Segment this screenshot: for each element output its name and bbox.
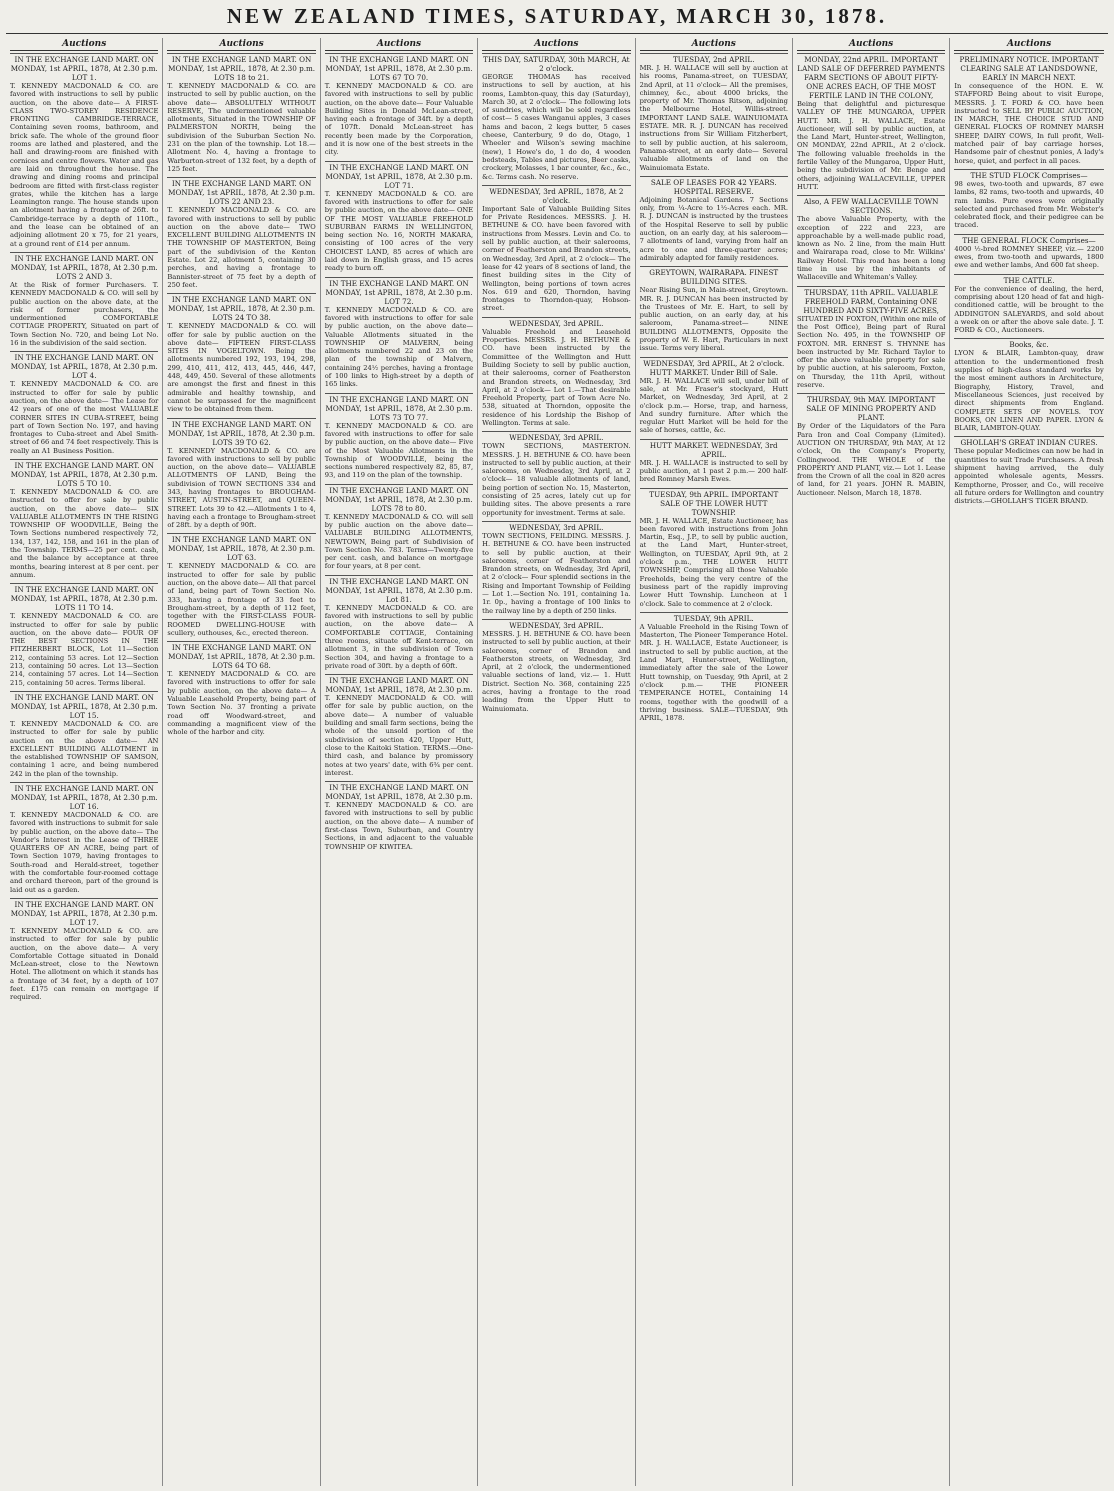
advertisement xyxy=(167,293,315,413)
column-heading: Auctions xyxy=(482,38,630,51)
advertisement-body: MR. J. H. WALLACE is instructed to sell by public auction, at 1 past 2 p.m.— 200 half-bred Romney Marsh Ewes. xyxy=(639,458,788,484)
advertisement-heading: IN THE EXCHANGE LAND MART. ON MONDAY, 1st APRIL, 1878, At 2.30 p.m. LOTS 11 TO 14. xyxy=(10,585,158,613)
advertisement xyxy=(954,274,1103,335)
advertisement-body: GEORGE THOMAS has received instructions to sell by auction, at his rooms, Lambton-quay, this day (Saturday), March 30, at 2 o'clock— The following lots of sundries, which will be sold regardless of cost— 5 cases Wanganui apples, 3 cases hams and bacon, 2 kegs butter, 5 cases cheese, Canterbury, 9 do do, Otago, 1 Wheeler and Wilson's sewing machine (new), 1 Howe's do, 1 do do, 4 wooden bedsteads, Tables and pictures, Beer casks, crockery, Molasses, 1 bar counter, &c., &c., &c. Terms cash. No reserve. xyxy=(482,73,631,181)
advertisement-body: In consequence of the HON. E. W. STAFFORD Being about to visit Europe, MESSRS. J. T. FORD & CO. have been instructed to SELL BY PUBLIC AUCTION, IN MARCH, THE CHOICE STUD AND GENERAL FLOCKS OF ROMNEY MARSH SHEEP, DAIRY COWS, In full profit, Well-matched pair of bay carriage horses, Handsome pair of chestnut ponies, A lady's horse, quiet, and perfect in all paces. xyxy=(954,82,1104,165)
column-heading: Auctions xyxy=(167,38,315,51)
advertisement xyxy=(482,185,630,313)
advertisement xyxy=(325,53,473,157)
advertisement-body: 98 ewes, two-tooth and upwards, 87 ewe lambs, 82 rams, two-tooth and upwards, 40 ram lambs. Pure ewes were originally selected and purchased from Mr. Webster's celebrated flock, and their pedigree can be traced. xyxy=(954,179,1104,230)
advertisement-body: T. KENNEDY MACDONALD & CO. are favored with instructions to offer for sale by public auction, on the above date— A Valuable Leasehold Property, being part of Town Section No. 37 fronting a private road off Woodward-street, and commanding a magnificent view of the whole of the harbor and city. xyxy=(167,670,316,737)
advertisement-heading: IN THE EXCHANGE LAND MART. ON MONDAY, 1st APRIL, 1878, At 2.30 p.m. LOTS 2 AND 3. xyxy=(10,253,158,281)
advertisement xyxy=(482,53,630,181)
advertisement-heading: IN THE EXCHANGE LAND MART. ON MONDAY, 1st APRIL, 1878, At 2.30 p.m. LOT 15. xyxy=(10,692,158,720)
advertisement-body: Being that delightful and picturesque VALLEY OF THE MUNGAROA, UPPER HUTT. MR. J. H. WALLACE, Estate Auctioneer, will sell by public auction, at the Land Mart, Hunter-street, Wellington, ON MONDAY, 22nd APRIL, At 2 o'clock. The following valuable freeholds in the fertile Valley of the Mungaroa, Upper Hutt, being the subdivision of Mr. Benge and others, adjoining WALLACEVILLE, UPPER HUTT. xyxy=(796,100,946,191)
advertisement xyxy=(954,436,1103,505)
advertisement-heading: IN THE EXCHANGE LAND MART. ON MONDAY, 1st APRIL, 1878, At 2.30 p.m. LOTS 67 TO 70. xyxy=(325,55,473,82)
advertisement-heading: IN THE EXCHANGE LAND MART. ON MONDAY, 1st APRIL, 1878, At 2.30 p.m. xyxy=(325,783,473,802)
advertisement-heading: THIS DAY, SATURDAY, 30th MARCH, At 2 o'clock. xyxy=(483,55,630,73)
column-heading: Auctions xyxy=(325,38,473,51)
advertisement xyxy=(640,357,788,435)
advertisement xyxy=(954,53,1103,165)
advertisement-body: The above Valuable Property, with the exception of 222 and 223, are approachable by a well-made public road, known as No. 2 line, from the main Hutt and Wairarapa road, close to Mr. Wilkins' Railway Hotel. This road has been a long time in use by the inhabitants of Wallaceville and Whiteman's Valley. xyxy=(796,215,946,282)
advertisement-body: 4000 ½-bred ROMNEY SHEEP, viz.— 2200 ewes, from two-tooth and upwards, 1800 ewe and wether lambs, And 600 fat sheep. xyxy=(954,244,1104,270)
advertisement-heading: IN THE EXCHANGE LAND MART. ON MONDAY, 1st APRIL, 1878, At 2.30 p.m. LOT 17. xyxy=(10,899,158,927)
advertisement xyxy=(640,488,788,608)
advertisement-heading: HUTT MARKET. WEDNESDAY, 3rd APRIL. xyxy=(640,439,788,459)
masthead-rule xyxy=(6,33,1108,34)
advertisement xyxy=(325,781,473,851)
column-7 xyxy=(950,38,1107,1486)
advertisement xyxy=(167,418,315,530)
column-6 xyxy=(793,38,950,1486)
advertisement xyxy=(325,674,473,777)
advertisement-body: T. KENNEDY MACDONALD & CO. are instructed to offer for sale by public auction on the above date— AN EXCELLENT BUILDING ALLOTMENT in the established TOWNSHIP OF SAMSON, containing 1 acre, and being numbered 242 in the plan of the township. xyxy=(10,719,159,778)
advertisement-body: A Valuable Freehold in the Rising Town of Masterton, The Pioneer Temperance Hotel. MR. J. H. WALLACE, Estate Auctioneer, is instructed to sell by public auction, at the Land Mart, Hunter-street, Wellington, immediately after the sale of the Lower Hutt township, on Tuesday, 9th April, at 2 o'clock p.m.— THE PIONEER TEMPERANCE HOTEL, Containing 14 rooms, together with the goodwill of a thriving business. SALE—TUESDAY, 9th APRIL, 1878. xyxy=(639,622,788,723)
advertisement xyxy=(797,286,945,390)
advertisement-body: T. KENNEDY MACDONALD & CO. are favored with instructions to sell by public auction, on the above date— A number of first-class Town, Suburban, and Country Sections, in and adjacent to the valuable TOWNSHIP OF KIWITEA. xyxy=(324,801,474,851)
column-heading: Auctions xyxy=(640,38,788,51)
advertisement xyxy=(482,521,630,615)
advertisement-heading: WEDNESDAY, 3rd APRIL, 1878, At 2 o'clock. xyxy=(482,185,630,205)
advertisement xyxy=(10,351,158,455)
advertisement-heading: WEDNESDAY, 3rd APRIL, At 2 o'clock. HUTT MARKET. Under Bill of Sale. xyxy=(640,357,788,377)
advertisement xyxy=(10,53,158,248)
advertisement xyxy=(797,53,945,191)
advertisement-heading: IN THE EXCHANGE LAND MART. ON MONDAY, 1st APRIL, 1878, At 2.30 p.m. Lot 81. xyxy=(325,576,473,604)
column-heading: Auctions xyxy=(797,38,945,51)
advertisement-body: Valuable Freehold and Leasehold Properties. MESSRS. J. H. BETHUNE & CO. have been instructed by the Committee of the Wellington and Hutt Building Society to sell by public auction, at their salerooms, corner of Featherston and Brandon streets, on Wednesday, 3rd April, at 2 o'clock— Lot 1.—That desirable Freehold Property, part of Town Acre No. 538, situated at Thorndon, opposite the residence of his Lordship the Bishop of Wellington. Terms at sale. xyxy=(482,327,631,427)
advertisement-heading: THURSDAY, 9th MAY. IMPORTANT SALE OF MINING PROPERTY AND PLANT. xyxy=(797,393,945,422)
advertisement-body: T. KENNEDY MACDONALD & CO. are favored with instructions to offer for sale by public auction, on the above date— Valuable Allotments situated in the TOWNSHIP OF MALVERN, being allotments numbered 22 and 23 on the plan of the township of Malvern, containing 24½ perches, having a frontage of 100 links to High-street by a depth of 165 links. xyxy=(324,305,474,389)
advertisement xyxy=(640,612,788,723)
advertisement-heading: WEDNESDAY, 3rd APRIL. xyxy=(482,619,630,630)
advertisement-body: By Order of the Liquidators of the Para Para Iron and Coal Company (Limited). AUCTION ON THURSDAY, 9th MAY, At 12 o'clock, On the Company's Property, Collingwood. THE WHOLE of the PROPERTY AND PLANT, viz.— Lot 1. Lease from the Crown of all the coal in 820 acres of land, for 21 years. JOHN R. MABIN, Auctioneer. Nelson, March 18, 1878. xyxy=(796,422,946,497)
advertisement xyxy=(325,277,473,389)
advertisement-body: T. KENNEDY MACDONALD & CO. will offer for sale by public auction on the above date— FIFTEEN FIRST-CLASS SITES IN VOGELTOWN. Being the allotments numbered 192, 193, 194, 298, 299, 410, 411, 412, 413, 445, 446, 447, 448, 449, 450. Several of these allotments are amongst the first and finest in this admirable and healthy township, and cannot be surpassed for the magnificent view to be obtained from them. xyxy=(167,322,316,414)
advertisement-body: T. KENNEDY MACDONALD & CO. will sell by public auction on the above date— VALUABLE BUILDING ALLOTMENTS, NEWTOWN, Being part of Subdivision of Town Section No. 783. Terms—Twenty-five per cent. cash, and balance on mortgage for four years, at 8 per cent. xyxy=(324,512,474,571)
advertisement-heading: IN THE EXCHANGE LAND MART. ON MONDAY, 1st APRIL, 1878, At 2.30 p.m. LOTS 39 TO 62. xyxy=(168,419,316,447)
advertisement-heading: IN THE EXCHANGE LAND MART. ON MONDAY, 1st APRIL, 1878, At 2.30 p.m. LOT 4. xyxy=(10,353,158,381)
advertisement-body: LYON & BLAIR, Lambton-quay, draw attention to the undermentioned fresh supplies of high-class standard works by the most eminent authors in Architecture, Biography, History, Travel, and Miscellaneous Sciences, just received by direct shipments from England. COMPLETE SETS OF NOVELS. TOY BOOKS, ON LINEN AND PAPER. LYON & BLAIR, LAMBTON-QUAY. xyxy=(954,349,1104,433)
advertisement-heading: THE STUD FLOCK Comprises— xyxy=(954,169,1103,180)
advertisement-heading: Books, &c. xyxy=(954,338,1103,349)
advertisement-body: T. KENNEDY MACDONALD & CO. are instructed to offer for sale by public auction, on the above date— The Lease for 42 years of one of the most VALUABLE CORNER SITES IN CUBA-STREET, being part of Town Section No. 197, and having frontages to Cuba-street and Abel Smith-street of 66 and 74 feet respectively. This is really an A1 Business Position. xyxy=(10,380,159,455)
column-2 xyxy=(163,38,320,1486)
advertisement-body: T. KENNEDY MACDONALD & CO. are favored with instructions to offer for sale by public auction, on the above date— ONE OF THE MOST VALUABLE FREEHOLD SUBURBAN FARMS IN WELLINGTON, being section No. 16, NORTH MAKARA, consisting of 100 acres of the very CHOICEST LAND, 85 acres of which are laid down in English grass, and 15 acres ready to burn off. xyxy=(324,189,474,273)
advertisement-heading: IN THE EXCHANGE LAND MART. ON MONDAY, 1st APRIL, 1878, At 2.30 p.m. LOTS 24 TO 38. xyxy=(168,295,316,323)
advertisement-body: T. KENNEDY MACDONALD & CO. are favored with instructions to offer for sale by public auction, on the above date— Five of the Most Valuable Allotments in the Township of WOODVILLE, being the sections numbered respectively 82, 85, 87, 93, and 119 on the plan of the township. xyxy=(324,421,474,480)
advertisement xyxy=(482,317,630,428)
advertisement-body: T. KENNEDY MACDONALD & CO. are favored with instructions to submit for sale by public auction, on the above date— The Vendor's Interest in the Lease of THREE QUARTERS OF AN ACRE, being part of Town Section 1079, having frontages to South-road and Herald-street, together with the comfortable four-roomed cottage and orchard thereon, part of the ground is laid out as a garden. xyxy=(10,811,159,894)
advertisement-body: MR. J. H. WALLACE will sell, under bill of sale, at Mr. Fraser's stockyard, Hutt Market, on Wednesday, 3rd April, at 2 o'clock p.m.— Horse, trap, and harness, And sundry furniture. After which the regular Hutt Market will be held for the sale of horses, cattle, &c. xyxy=(639,376,788,435)
advertisement-heading: TUESDAY, 9th APRIL. xyxy=(640,612,788,623)
advertisement xyxy=(10,691,158,778)
advertisement-body: SITUATED IN FOXTON, (Within one mile of the Post Office), Being part of Rural Section No. 495, in the TOWNSHIP OF FOXTON. MR. ERNEST S. THYNNE has been instructed by Mr. Richard Taylor to offer the above valuable property for sale by public auction, at his saleroom, Foxton, on Thursday, the 11th April, without reserve. xyxy=(796,314,946,390)
advertisement-body: T. KENNEDY MACDONALD & CO. will offer for sale by public auction, on the above date— A number of valuable building and small farm sections, being the whole of the unsold portion of the subdivision of section 420, Upper Hutt, close to the Kaitoki Station. TERMS.—One-third cash, and balance by promissory notes at two years' date, with 6¾ per cent. interest. xyxy=(324,694,474,777)
advertisement-heading: WEDNESDAY, 3rd APRIL. xyxy=(482,521,630,532)
advertisement-heading: TUESDAY, 2nd APRIL. xyxy=(640,53,788,64)
advertisement-body: MR. J. H. WALLACE, Estate Auctioneer, has been favored with instructions from John Martin, Esq., J.P., to sell by public auction, at the Land Mart, Hunter-street, Wellington, on TUESDAY, April 9th, at 2 o'clock p.m., THE LOWER HUTT TOWNSHIP, Comprising all those Valuable Freeholds, being the very centre of the business part of the rapidly improving Lower Hutt Township. Luncheon at 1 o'clock. Sale to commence at 2 o'clock. xyxy=(639,516,788,608)
advertisement-body: T. KENNEDY MACDONALD & CO. are instructed to sell by public auction, on the above date— ABSOLUTELY WITHOUT RESERVE, The undermentioned valuable allotments, Situated in the TOWNSHIP OF PALMERSTON NORTH, being the subdivision of the Suburban Section No. 231 on the plan of the township. Lot 18.—Allotment No. 4, having a frontage to Warburton-street of 132 feet, by a depth of 125 feet. xyxy=(167,82,316,173)
advertisement-heading: SALE OF LEASES FOR 42 YEARS. HOSPITAL RESERVE. xyxy=(640,176,788,196)
advertisement-body: T. KENNEDY MACDONALD & CO. are favored with instructions to sell by public auction, on the above date— Four Valuable Building Sites in Donald McLean-street, having each a frontage of 34ft. by a depth of 107ft. Donald McLean-street has recently been made by the Corporation, and it is now one of the best streets in the city. xyxy=(324,82,474,157)
advertisement-body: MESSRS. J. H. BETHUNE & CO. have been instructed to sell by public auction, at their salerooms, corner of Brandon and Featherston streets, on Wednesday, 3rd April, at 2 o'clock, the undermentioned valuable sections of land, viz.— 1. Hutt District. Section No. 368, containing 225 acres, having a frontage to the road leading from the Upper Hutt to Wainuiomata. xyxy=(482,629,631,713)
advertisement-heading: IN THE EXCHANGE LAND MART. ON MONDAY, 1st APRIL, 1878, At 2.30 p.m. LOT 71. xyxy=(325,162,473,190)
advertisement xyxy=(954,338,1103,432)
advertisement-body: T. KENNEDY MACDONALD & CO. are instructed to offer for sale by public auction, on the above date— A very Comfortable Cottage situated in Donald McLean-street, close to the Newtown Hotel. The allotment on which it stands has a frontage of 34 feet, by a depth of 107 feet. £175 can remain on mortgage if required. xyxy=(10,926,159,1002)
advertisement-heading: IN THE EXCHANGE LAND MART. ON MONDAY, 1st APRIL, 1878, At 2.30 p.m. LOT 1. xyxy=(10,55,158,82)
advertisement-heading: IN THE EXCHANGE LAND MART. ON MONDAY, 1st APRIL, 1878, At 2.30 p.m. LOT 72. xyxy=(325,278,473,306)
masthead: NEW ZEALAND TIMES, SATURDAY, MARCH 30, 1878. xyxy=(226,4,888,28)
advertisement-heading: IN THE EXCHANGE LAND MART. ON MONDAY, 1st APRIL, 1878, At 2.30 p.m. LOT 63. xyxy=(168,535,316,563)
advertisement-heading: THURSDAY, 11th APRIL. VALUABLE FREEHOLD FARM, Containing ONE HUNDRED AND SIXTY-FIVE ACRES, xyxy=(797,286,945,315)
advertisement-body: T. KENNEDY MACDONALD & CO. are favored with instructions to sell by public auction, on the above date— A FIRST-CLASS TWO-STOREY RESIDENCE FRONTING CAMBRIDGE-TERRACE, Containing seven rooms, bathroom, and brick safe. The whole of the ground floor rooms are lathed and plastered, and the hall and drawing-room are finished with cornices and centre flowers. Water and gas are laid on throughout the house. The drawing and dining rooms and principal bedroom are fitted with first-class register grates, while the kitchen has a large Leamington range. The house stands upon an allotment having a frontage of 26ft. to Cambridge-terrace by a depth of 110ft., and the lease can be obtained of an adjoining allotment 20 x 75, for 21 years, at a ground rent of £14 per annum. xyxy=(10,82,159,248)
advertisement-heading: GHOLLAH'S GREAT INDIAN CURES. xyxy=(954,436,1103,447)
advertisement xyxy=(10,459,158,579)
advertisement-heading: IN THE EXCHANGE LAND MART. ON MONDAY, 1st APRIL, 1878, At 2.30 p.m. LOT 16. xyxy=(10,784,158,811)
advertisement-heading: IN THE EXCHANGE LAND MART. ON MONDAY, 1st APRIL, 1878, At 2.30 p.m. LOTS 73 TO 77. xyxy=(325,394,473,422)
column-3 xyxy=(321,38,478,1486)
advertisement xyxy=(10,782,158,894)
advertisement xyxy=(167,533,315,637)
advertisement xyxy=(482,619,630,713)
advertisement xyxy=(954,169,1103,230)
advertisement-body: T. KENNEDY MACDONALD & CO. are favored with instructions to sell by public auction, on the above date— A COMFORTABLE COTTAGE, Containing three rooms, situate off Kent-terrace, on allotment 3, in the subdivision of Town Section 304, and having a frontage to a private road of 30ft. by a depth of 60ft. xyxy=(324,603,474,670)
advertisement-heading: MONDAY, 22nd APRIL. IMPORTANT LAND SALE OF DEFERRED PAYMENTS FARM SECTIONS OF ABOUT FIFTY-ONE ACRES EACH, OF THE MOST FERTILE LAND IN THE COLONY, xyxy=(797,55,945,100)
advertisement xyxy=(10,583,158,687)
column-heading: Auctions xyxy=(954,38,1103,51)
advertisement xyxy=(482,431,630,517)
advertisement xyxy=(167,177,315,289)
advertisement xyxy=(954,234,1103,270)
advertisement-heading: Also, A FEW WALLACEVILLE TOWN SECTIONS. xyxy=(797,195,945,215)
advertisement xyxy=(797,393,945,497)
advertisement xyxy=(640,266,788,352)
advertisement xyxy=(167,641,315,736)
advertisement-heading: IN THE EXCHANGE LAND MART. ON MONDAY, 1st APRIL, 1878, At 2.30 p.m. LOTS 64 TO 68. xyxy=(168,643,316,671)
advertisement xyxy=(325,484,473,571)
advertisement-body: TOWN SECTIONS, FEILDING. MESSRS. J. H. BETHUNE & CO. have been instructed to sell by public auction, at their salerooms, corner of Featherston and Brandon streets, on Wednesday, 3rd April, at 2 o'clock— Four splendid sections in the Rising and Important Township of Feilding— Lot 1.—Section No. 191, containing 1a. 1r. 0p., having a frontage of 100 links to the railway line by a depth of 250 links. xyxy=(482,531,631,615)
columns-container xyxy=(6,38,1108,1486)
advertisement-heading: THE CATTLE. xyxy=(954,274,1103,285)
column-4 xyxy=(478,38,635,1486)
column-1 xyxy=(6,38,163,1486)
column-5 xyxy=(636,38,793,1486)
advertisement-body: These popular Medicines can now be had in quantities to suit Trade Purchasers. A fresh shipment having arrived, the duly appointed wholesale agents, Messrs. Kempthorne, Prosser, and Co., will receive all future orders for Wellington and country districts.—GHOLLAH'S TIGER BRAND. xyxy=(954,447,1104,506)
advertisement-heading: IN THE EXCHANGE LAND MART. ON MONDAY, 1st APRIL, 1878, At 2.30 p.m. LOTS 78 to 80. xyxy=(325,485,473,513)
advertisement-body: T. KENNEDY MACDONALD & CO. are instructed to offer for sale by public auction, on the above date— All that parcel of land, being part of Town Section No. 333, having a frontage of 33 feet to Brougham-street, by a depth of 112 feet, together with the FIRST-CLASS FOUR-ROOMED DWELLING-HOUSE with scullery, outhouses, &c., erected thereon. xyxy=(167,562,316,637)
advertisement-heading: IN THE EXCHANGE LAND MART. ON MONDAY, 1st APRIL, 1878, At 2.30 p.m. xyxy=(325,676,473,695)
advertisement-heading: THE GENERAL FLOCK Comprises— xyxy=(954,234,1103,245)
advertisement xyxy=(325,575,473,670)
advertisement-heading: IN THE EXCHANGE LAND MART. ON MONDAY, 1st APRIL, 1878, At 2.30 p.m. LOTS 5 TO 10. xyxy=(10,460,158,488)
advertisement-body: T. KENNEDY MACDONALD & CO. are instructed to offer for sale by public auction, on the above date— SIX VALUABLE ALLOTMENTS IN THE RISING TOWNSHIP OF WOODVILLE, Being the Town Sections numbered respectively 72, 134, 137, 142, 158, and 161 in the plan of the Township. TERMS—25 per cent. cash, and the balance by acceptance at three months, bearing interest at 8 per cent. per annum. xyxy=(10,487,159,579)
advertisement-body: Important Sale of Valuable Building Sites for Private Residences. MESSRS. J. H. BETHUNE & CO. have been favored with instructions from Messrs. Levin and Co. to sell by public auction, at their salerooms, corner of Featherston and Brandon streets, on Wednesday, 3rd April, at 2 o'clock— The lease for 42 years of 8 sections of land, the finest building sites in the City of Wellington, being portions of town acres Nos. 619 and 620, Thorndon, having frontages to Thorndon-quay, Hobson-street. xyxy=(482,204,631,313)
advertisement-body: At the Risk of former Purchasers. T. KENNEDY MACDONALD & CO. will sell by public auction on the above date, at the risk of former purchasers, the undermentioned COMFORTABLE COTTAGE PROPERTY, Situated on part of Town Section No. 720, and being Lot No. 16 in the subdivision of the said section. xyxy=(10,280,159,348)
column-heading: Auctions xyxy=(10,38,158,51)
advertisement-body: TOWN SECTIONS, MASTERTON. MESSRS. J. H. BETHUNE & CO. have been instructed to sell by public auction, at their salerooms, on Wednesday, 3rd April, at 2 o'clock— 18 valuable allotments of land, being portion of section No. 15, Masterton, consisting of 25 acres, lately cut up for building sites. The above presents a rare opportunity for investment. Terms at sale. xyxy=(482,442,631,517)
advertisement xyxy=(10,898,158,1002)
advertisement xyxy=(167,53,315,173)
advertisement-heading: GREYTOWN, WAIRARAPA. FINEST BUILDING SITES. xyxy=(640,266,788,286)
advertisement-heading: WEDNESDAY, 3rd APRIL. xyxy=(482,317,630,328)
advertisement xyxy=(640,176,788,262)
advertisement-body: Adjoining Botanical Gardens. 7 Sections only, from ¼-Acre to 1½-Acres each. MR. R. J. DUNCAN is instructed by the trustees of the Hospital Reserve to sell by public auction, on an early day, at his saleroom— 7 allotments of land, varying from half an acre to one and three-quarter acres; admirably adapted for family residences. xyxy=(639,195,788,262)
advertisement xyxy=(797,195,945,281)
advertisement-heading: IN THE EXCHANGE LAND MART. ON MONDAY, 1st APRIL, 1878, At 2.30 p.m. LOTS 22 AND 23. xyxy=(168,179,316,207)
advertisement xyxy=(325,393,473,480)
advertisement-body: For the convenience of dealing, the herd, comprising about 120 head of fat and high-conditioned cattle, will be brought to the ADDINGTON SALEYARDS, and sold about a week on or after the above sale date. J. T. FORD & CO., Auctioneers. xyxy=(954,284,1104,335)
advertisement-heading: TUESDAY, 9th APRIL. IMPORTANT SALE OF THE LOWER HUTT TOWNSHIP. xyxy=(640,488,788,517)
advertisement xyxy=(640,53,788,172)
advertisement xyxy=(640,439,788,484)
advertisement-heading: WEDNESDAY, 3rd APRIL. xyxy=(482,431,630,442)
advertisement-body: T. KENNEDY MACDONALD & CO. are favored with instructions to sell by public auction on the above date— TWO EXCELLENT BUILDING ALLOTMENTS IN THE TOWNSHIP OF MASTERTON, Being part of the subdivision of the Kenton Estate. Lot 22, allotment 5, containing 30 perches, and having a frontage to Bannister-street of 75 feet by a depth of 250 feet. xyxy=(167,206,316,289)
advertisement-body: T. KENNEDY MACDONALD & CO. are favored with instructions to sell by public auction, on the above date— VALUABLE ALLOTMENTS OF LAND, Being the subdivision of TOWN SECTIONS 334 and 343, having frontages to BROUGHAM-STREET, AUSTIN-STREET, and QUEEN-STREET. Lots 39 to 42.—Allotments 1 to 4, having each a frontage to Brougham-street of 28ft. by a depth of 90ft. xyxy=(167,446,316,530)
advertisement-heading: PRELIMINARY NOTICE. IMPORTANT CLEARING SALE AT LANDSDOWNE, EARLY IN MARCH NEXT. xyxy=(954,53,1103,82)
advertisement xyxy=(10,252,158,347)
advertisement-heading: IN THE EXCHANGE LAND MART. ON MONDAY, 1st APRIL, 1878, At 2.30 p.m. LOTS 18 to 21. xyxy=(168,55,316,82)
advertisement-body: Near Rising Sun, in Main-street, Greytown. MR. R. J. DUNCAN has been instructed by the Trustees of Mr. E. Hart, to sell by public auction, on an early day, at his saleroom, Panama-street— NINE BUILDING ALLOTMENTS, Opposite the property of W. E. Hart, Particulars in next issue. Terms very liberal. xyxy=(639,286,788,353)
advertisement xyxy=(325,161,473,273)
advertisement-body: T. KENNEDY MACDONALD & CO. are instructed to offer for sale by public auction, on the above date— FOUR OF THE BEST SECTIONS IN THE FITZHERBERT BLOCK, Lot 11—Section 212, containing 53 acres. Lot 12—Section 213, containing 50 acres. Lot 13—Section 214, containing 57 acres. Lot 14—Section 215, containing 50 acres. Terms liberal. xyxy=(10,612,159,687)
advertisement-body: MR. J. H. WALLACE will sell by auction at his rooms, Panama-street, on TUESDAY, 2nd April, at 11 o'clock— All the premises, chimney, &c., about 4000 bricks, the property of Mr. Thomas Ritson, adjoining the Melbourne Hotel, Willis-street. IMPORTANT LAND SALE. WAINUIOMATA ESTATE. MR. R. J. DUNCAN has received instructions from Sir William Fitzherbert, to sell by public auction, at his saleroom, Panama-street, at an early date— Several valuable allotments of land on the Wainuiomata Estate. xyxy=(639,64,788,172)
